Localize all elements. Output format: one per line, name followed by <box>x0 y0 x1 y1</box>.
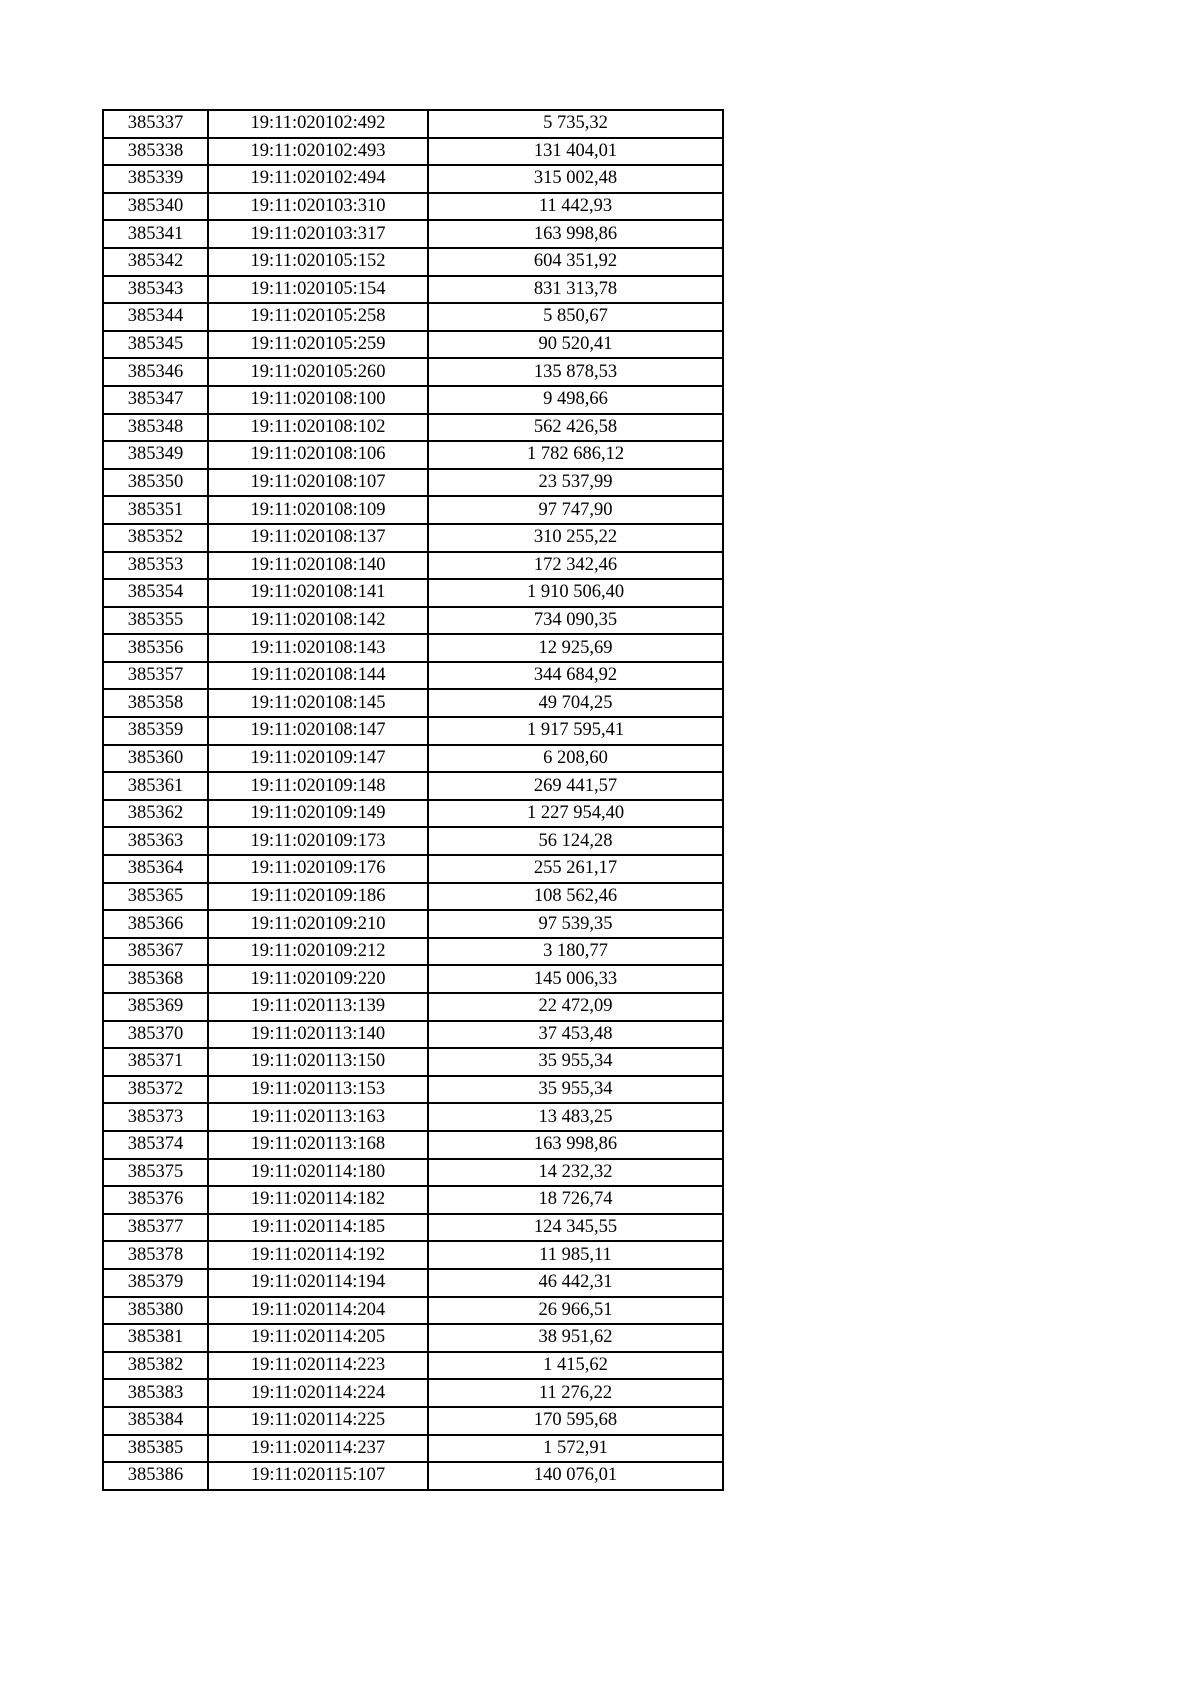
table-row <box>103 717 723 745</box>
value-cell: 13 483,25 <box>428 1103 723 1131</box>
value-cell: 170 595,68 <box>428 1407 723 1435</box>
cadastral-number-cell: 19:11:020103:317 <box>208 220 428 248</box>
cadastral-number-cell: 19:11:020109:186 <box>208 883 428 911</box>
table-row <box>103 607 723 635</box>
cadastral-number-cell: 19:11:020109:148 <box>208 772 428 800</box>
row-number-cell: 385338 <box>103 138 208 166</box>
table-row <box>103 331 723 359</box>
row-number-cell: 385384 <box>103 1407 208 1435</box>
value-cell: 23 537,99 <box>428 469 723 497</box>
value-cell: 3 180,77 <box>428 938 723 966</box>
data-table <box>102 109 724 1491</box>
row-number-cell: 385357 <box>103 662 208 690</box>
row-number-cell: 385367 <box>103 938 208 966</box>
row-number-cell: 385365 <box>103 883 208 911</box>
cadastral-number-cell: 19:11:020103:310 <box>208 193 428 221</box>
cadastral-number-cell: 19:11:020105:258 <box>208 303 428 331</box>
value-cell: 5 850,67 <box>428 303 723 331</box>
table-row <box>103 883 723 911</box>
value-cell: 108 562,46 <box>428 883 723 911</box>
row-number-cell: 385346 <box>103 358 208 386</box>
cadastral-number-cell: 19:11:020113:168 <box>208 1131 428 1159</box>
row-number-cell: 385373 <box>103 1103 208 1131</box>
table-row <box>103 358 723 386</box>
value-cell: 1 917 595,41 <box>428 717 723 745</box>
row-number-cell: 385347 <box>103 386 208 414</box>
cadastral-number-cell: 19:11:020108:107 <box>208 469 428 497</box>
value-cell: 6 208,60 <box>428 745 723 773</box>
table-row <box>103 1435 723 1463</box>
cadastral-number-cell: 19:11:020102:494 <box>208 165 428 193</box>
value-cell: 12 925,69 <box>428 634 723 662</box>
cadastral-number-cell: 19:11:020114:237 <box>208 1435 428 1463</box>
row-number-cell: 385377 <box>103 1214 208 1242</box>
value-cell: 14 232,32 <box>428 1159 723 1187</box>
cadastral-number-cell: 19:11:020113:163 <box>208 1103 428 1131</box>
table-row <box>103 827 723 855</box>
row-number-cell: 385379 <box>103 1269 208 1297</box>
cadastral-number-cell: 19:11:020109:212 <box>208 938 428 966</box>
table-row <box>103 1269 723 1297</box>
table-row <box>103 110 723 138</box>
table-row <box>103 772 723 800</box>
row-number-cell: 385344 <box>103 303 208 331</box>
row-number-cell: 385360 <box>103 745 208 773</box>
table-row <box>103 1021 723 1049</box>
table-row <box>103 276 723 304</box>
row-number-cell: 385378 <box>103 1241 208 1269</box>
table-row <box>103 800 723 828</box>
cadastral-number-cell: 19:11:020105:260 <box>208 358 428 386</box>
row-number-cell: 385375 <box>103 1159 208 1187</box>
table-row <box>103 1241 723 1269</box>
row-number-cell: 385368 <box>103 965 208 993</box>
table-row <box>103 855 723 883</box>
row-number-cell: 385353 <box>103 552 208 580</box>
value-cell: 5 735,32 <box>428 110 723 138</box>
table-row <box>103 552 723 580</box>
table-row <box>103 1324 723 1352</box>
value-cell: 562 426,58 <box>428 414 723 442</box>
row-number-cell: 385348 <box>103 414 208 442</box>
row-number-cell: 385380 <box>103 1297 208 1325</box>
row-number-cell: 385363 <box>103 827 208 855</box>
table-row <box>103 1462 723 1490</box>
cadastral-number-cell: 19:11:020113:150 <box>208 1048 428 1076</box>
cadastral-number-cell: 19:11:020108:145 <box>208 689 428 717</box>
table-row <box>103 1214 723 1242</box>
row-number-cell: 385359 <box>103 717 208 745</box>
table-row <box>103 662 723 690</box>
row-number-cell: 385364 <box>103 855 208 883</box>
cadastral-number-cell: 19:11:020109:149 <box>208 800 428 828</box>
cadastral-number-cell: 19:11:020105:154 <box>208 276 428 304</box>
table-row <box>103 1379 723 1407</box>
table-row <box>103 1048 723 1076</box>
row-number-cell: 385372 <box>103 1076 208 1104</box>
value-cell: 90 520,41 <box>428 331 723 359</box>
cadastral-number-cell: 19:11:020108:102 <box>208 414 428 442</box>
row-number-cell: 385381 <box>103 1324 208 1352</box>
cadastral-number-cell: 19:11:020109:173 <box>208 827 428 855</box>
cadastral-number-cell: 19:11:020109:147 <box>208 745 428 773</box>
cadastral-number-cell: 19:11:020114:224 <box>208 1379 428 1407</box>
table-row <box>103 1186 723 1214</box>
value-cell: 1 572,91 <box>428 1435 723 1463</box>
value-cell: 11 442,93 <box>428 193 723 221</box>
value-cell: 35 955,34 <box>428 1076 723 1104</box>
row-number-cell: 385337 <box>103 110 208 138</box>
table-row <box>103 303 723 331</box>
value-cell: 56 124,28 <box>428 827 723 855</box>
table-row <box>103 469 723 497</box>
value-cell: 9 498,66 <box>428 386 723 414</box>
table-row <box>103 496 723 524</box>
row-number-cell: 385339 <box>103 165 208 193</box>
table-row <box>103 386 723 414</box>
table-row <box>103 220 723 248</box>
cadastral-number-cell: 19:11:020114:192 <box>208 1241 428 1269</box>
row-number-cell: 385355 <box>103 607 208 635</box>
table-row <box>103 1297 723 1325</box>
value-cell: 97 539,35 <box>428 910 723 938</box>
value-cell: 734 090,35 <box>428 607 723 635</box>
table-row <box>103 524 723 552</box>
cadastral-number-cell: 19:11:020109:220 <box>208 965 428 993</box>
cadastral-number-cell: 19:11:020108:143 <box>208 634 428 662</box>
row-number-cell: 385361 <box>103 772 208 800</box>
table-row <box>103 441 723 469</box>
value-cell: 11 276,22 <box>428 1379 723 1407</box>
row-number-cell: 385366 <box>103 910 208 938</box>
table-row <box>103 579 723 607</box>
row-number-cell: 385350 <box>103 469 208 497</box>
cadastral-number-cell: 19:11:020108:137 <box>208 524 428 552</box>
cadastral-number-cell: 19:11:020102:493 <box>208 138 428 166</box>
row-number-cell: 385376 <box>103 1186 208 1214</box>
row-number-cell: 385354 <box>103 579 208 607</box>
table-row <box>103 1131 723 1159</box>
value-cell: 1 415,62 <box>428 1352 723 1380</box>
table-row <box>103 965 723 993</box>
value-cell: 831 313,78 <box>428 276 723 304</box>
row-number-cell: 385385 <box>103 1435 208 1463</box>
table-row <box>103 689 723 717</box>
row-number-cell: 385369 <box>103 993 208 1021</box>
cadastral-number-cell: 19:11:020114:180 <box>208 1159 428 1187</box>
value-cell: 140 076,01 <box>428 1462 723 1490</box>
row-number-cell: 385358 <box>103 689 208 717</box>
cadastral-number-cell: 19:11:020113:139 <box>208 993 428 1021</box>
value-cell: 18 726,74 <box>428 1186 723 1214</box>
value-cell: 310 255,22 <box>428 524 723 552</box>
value-cell: 604 351,92 <box>428 248 723 276</box>
value-cell: 124 345,55 <box>428 1214 723 1242</box>
table-row <box>103 1076 723 1104</box>
table-row <box>103 634 723 662</box>
table-row <box>103 745 723 773</box>
cadastral-number-cell: 19:11:020113:140 <box>208 1021 428 1049</box>
value-cell: 163 998,86 <box>428 220 723 248</box>
cadastral-number-cell: 19:11:020108:140 <box>208 552 428 580</box>
table-row <box>103 993 723 1021</box>
value-cell: 315 002,48 <box>428 165 723 193</box>
table-row <box>103 910 723 938</box>
cadastral-number-cell: 19:11:020114:223 <box>208 1352 428 1380</box>
table-row <box>103 1352 723 1380</box>
value-cell: 269 441,57 <box>428 772 723 800</box>
row-number-cell: 385374 <box>103 1131 208 1159</box>
value-cell: 26 966,51 <box>428 1297 723 1325</box>
row-number-cell: 385343 <box>103 276 208 304</box>
row-number-cell: 385362 <box>103 800 208 828</box>
cadastral-number-cell: 19:11:020105:152 <box>208 248 428 276</box>
row-number-cell: 385352 <box>103 524 208 552</box>
table-row <box>103 193 723 221</box>
cadastral-number-cell: 19:11:020109:210 <box>208 910 428 938</box>
value-cell: 11 985,11 <box>428 1241 723 1269</box>
row-number-cell: 385383 <box>103 1379 208 1407</box>
table-row <box>103 414 723 442</box>
cadastral-number-cell: 19:11:020109:176 <box>208 855 428 883</box>
value-cell: 22 472,09 <box>428 993 723 1021</box>
row-number-cell: 385382 <box>103 1352 208 1380</box>
row-number-cell: 385386 <box>103 1462 208 1490</box>
row-number-cell: 385345 <box>103 331 208 359</box>
value-cell: 1 227 954,40 <box>428 800 723 828</box>
table-row <box>103 938 723 966</box>
cadastral-number-cell: 19:11:020108:144 <box>208 662 428 690</box>
value-cell: 49 704,25 <box>428 689 723 717</box>
value-cell: 135 878,53 <box>428 358 723 386</box>
cadastral-number-cell: 19:11:020114:182 <box>208 1186 428 1214</box>
cadastral-number-cell: 19:11:020113:153 <box>208 1076 428 1104</box>
table-row <box>103 248 723 276</box>
value-cell: 145 006,33 <box>428 965 723 993</box>
cadastral-number-cell: 19:11:020108:147 <box>208 717 428 745</box>
cadastral-number-cell: 19:11:020114:204 <box>208 1297 428 1325</box>
value-cell: 255 261,17 <box>428 855 723 883</box>
value-cell: 35 955,34 <box>428 1048 723 1076</box>
value-cell: 163 998,86 <box>428 1131 723 1159</box>
value-cell: 172 342,46 <box>428 552 723 580</box>
row-number-cell: 385340 <box>103 193 208 221</box>
value-cell: 1 782 686,12 <box>428 441 723 469</box>
table-row <box>103 1407 723 1435</box>
row-number-cell: 385349 <box>103 441 208 469</box>
cadastral-number-cell: 19:11:020102:492 <box>208 110 428 138</box>
table-row <box>103 1159 723 1187</box>
value-cell: 344 684,92 <box>428 662 723 690</box>
cadastral-number-cell: 19:11:020108:142 <box>208 607 428 635</box>
table-row <box>103 1103 723 1131</box>
table-row <box>103 138 723 166</box>
cadastral-number-cell: 19:11:020114:185 <box>208 1214 428 1242</box>
value-cell: 97 747,90 <box>428 496 723 524</box>
value-cell: 38 951,62 <box>428 1324 723 1352</box>
cadastral-number-cell: 19:11:020105:259 <box>208 331 428 359</box>
value-cell: 1 910 506,40 <box>428 579 723 607</box>
table-body <box>103 110 723 1490</box>
cadastral-number-cell: 19:11:020108:100 <box>208 386 428 414</box>
row-number-cell: 385341 <box>103 220 208 248</box>
table-row <box>103 165 723 193</box>
cadastral-number-cell: 19:11:020108:106 <box>208 441 428 469</box>
cadastral-number-cell: 19:11:020115:107 <box>208 1462 428 1490</box>
cadastral-number-cell: 19:11:020114:225 <box>208 1407 428 1435</box>
row-number-cell: 385371 <box>103 1048 208 1076</box>
cadastral-number-cell: 19:11:020114:194 <box>208 1269 428 1297</box>
value-cell: 46 442,31 <box>428 1269 723 1297</box>
value-cell: 37 453,48 <box>428 1021 723 1049</box>
cadastral-number-cell: 19:11:020108:109 <box>208 496 428 524</box>
cadastral-number-cell: 19:11:020108:141 <box>208 579 428 607</box>
cadastral-number-cell: 19:11:020114:205 <box>208 1324 428 1352</box>
row-number-cell: 385356 <box>103 634 208 662</box>
value-cell: 131 404,01 <box>428 138 723 166</box>
row-number-cell: 385342 <box>103 248 208 276</box>
row-number-cell: 385351 <box>103 496 208 524</box>
row-number-cell: 385370 <box>103 1021 208 1049</box>
